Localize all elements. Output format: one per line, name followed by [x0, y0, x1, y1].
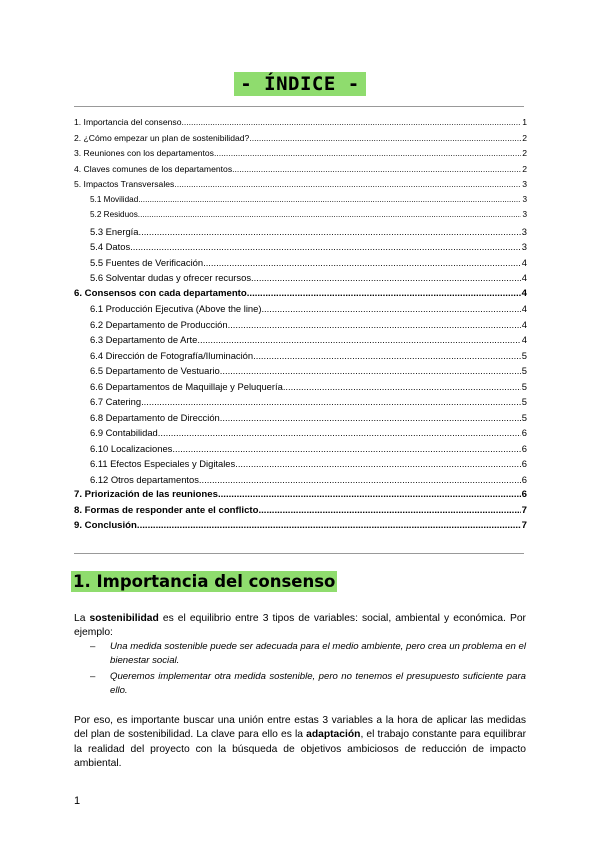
divider — [74, 106, 524, 107]
toc-subentry[interactable]: 5.6 Solventar dudas y ofrecer recursos ..... 4 — [74, 272, 527, 288]
section-heading: 1. Importancia del consenso — [73, 572, 336, 591]
toc-subentry[interactable]: 5.1 Movilidad ..... 3 — [74, 195, 527, 211]
bullet-list — [90, 640, 526, 700]
toc-entry[interactable]: 5. Impactos Transversales ..... 3 — [74, 179, 527, 195]
toc-subentry[interactable]: 6.8 Departamento de Dirección ..... 5 — [74, 412, 527, 428]
toc-subentry[interactable]: 5.3 Energía ..... 3 — [74, 226, 527, 242]
toc-subentry[interactable]: 6.12 Otros departamentos ..... 6 — [74, 474, 527, 490]
toc-subentry[interactable]: 6.7 Catering ..... 5 — [74, 396, 527, 412]
toc-subentry[interactable]: 6.10 Localizaciones ..... 6 — [74, 443, 527, 459]
toc-entry[interactable]: 4. Claves comunes de los departamentos ..... 2 — [74, 164, 527, 180]
list-item: – Queremos implementar otra medida sostenible, pero no tenemos el presupuesto suficiente para ello. — [90, 671, 526, 696]
toc-entry[interactable]: 6. Consensos con cada departamento ..... 4 — [74, 288, 527, 304]
toc-subentry[interactable]: 6.3 Departamento de Arte ..... 4 — [74, 334, 527, 350]
table-of-contents — [74, 117, 527, 536]
toc-entry[interactable]: 9. Conclusión ..... 7 — [74, 520, 527, 536]
toc-subentry[interactable]: 6.9 Contabilidad ..... 6 — [74, 427, 527, 443]
toc-subentry[interactable]: 6.1 Producción Ejecutiva (Above the line) ..... 4 — [74, 303, 527, 319]
index-title: - ÍNDICE - — [0, 73, 600, 95]
toc-subentry[interactable]: 5.4 Datos ..... 3 — [74, 241, 527, 257]
toc-subentry[interactable]: 6.5 Departamento de Vestuario ..... 5 — [74, 365, 527, 381]
toc-subentry[interactable]: 5.2 Residuos ..... 3 — [74, 210, 527, 226]
toc-subentry[interactable]: 5.5 Fuentes de Verificación ..... 4 — [74, 257, 527, 273]
divider — [74, 553, 524, 554]
toc-entry[interactable]: 2. ¿Cómo empezar un plan de sostenibilidad? ..... 2 — [74, 133, 527, 149]
paragraph: Por eso, es importante buscar una unión entre estas 3 variables a la hora de aplicar las medidas del plan de sostenibilidad. La clave para ello es la adaptación, el trabajo constante para equilibrar la realidad del proyecto con la búsqueda de objetivos ambiciosos de reducción de impacto ambiental. — [74, 715, 527, 770]
toc-entry[interactable]: 7. Priorización de las reuniones ..... 6 — [74, 489, 527, 505]
toc-entry[interactable]: 1. Importancia del consenso ..... 1 — [74, 117, 527, 133]
toc-subentry[interactable]: 6.11 Efectos Especiales y Digitales ..... 6 — [74, 458, 527, 474]
toc-entry[interactable]: 8. Formas de responder ante el conflicto ..... 7 — [74, 505, 527, 521]
toc-entry[interactable]: 3. Reuniones con los departamentos ..... 2 — [74, 148, 527, 164]
paragraph: La sostenibilidad es el equilibrio entre 3 tipos de variables: social, ambiental y económica. Por ejemplo: — [74, 613, 526, 639]
toc-subentry[interactable]: 6.4 Dirección de Fotografía/Iluminación ..... 5 — [74, 350, 527, 366]
toc-subentry[interactable]: 6.6 Departamentos de Maquillaje y Peluquería ..... 5 — [74, 381, 527, 397]
list-item: – Una medida sostenible puede ser adecuada para el medio ambiente, pero crea un problema en el bienestar social. — [90, 641, 526, 666]
toc-subentry[interactable]: 6.2 Departamento de Producción ..... 4 — [74, 319, 527, 335]
page-number: 1 — [74, 795, 81, 807]
